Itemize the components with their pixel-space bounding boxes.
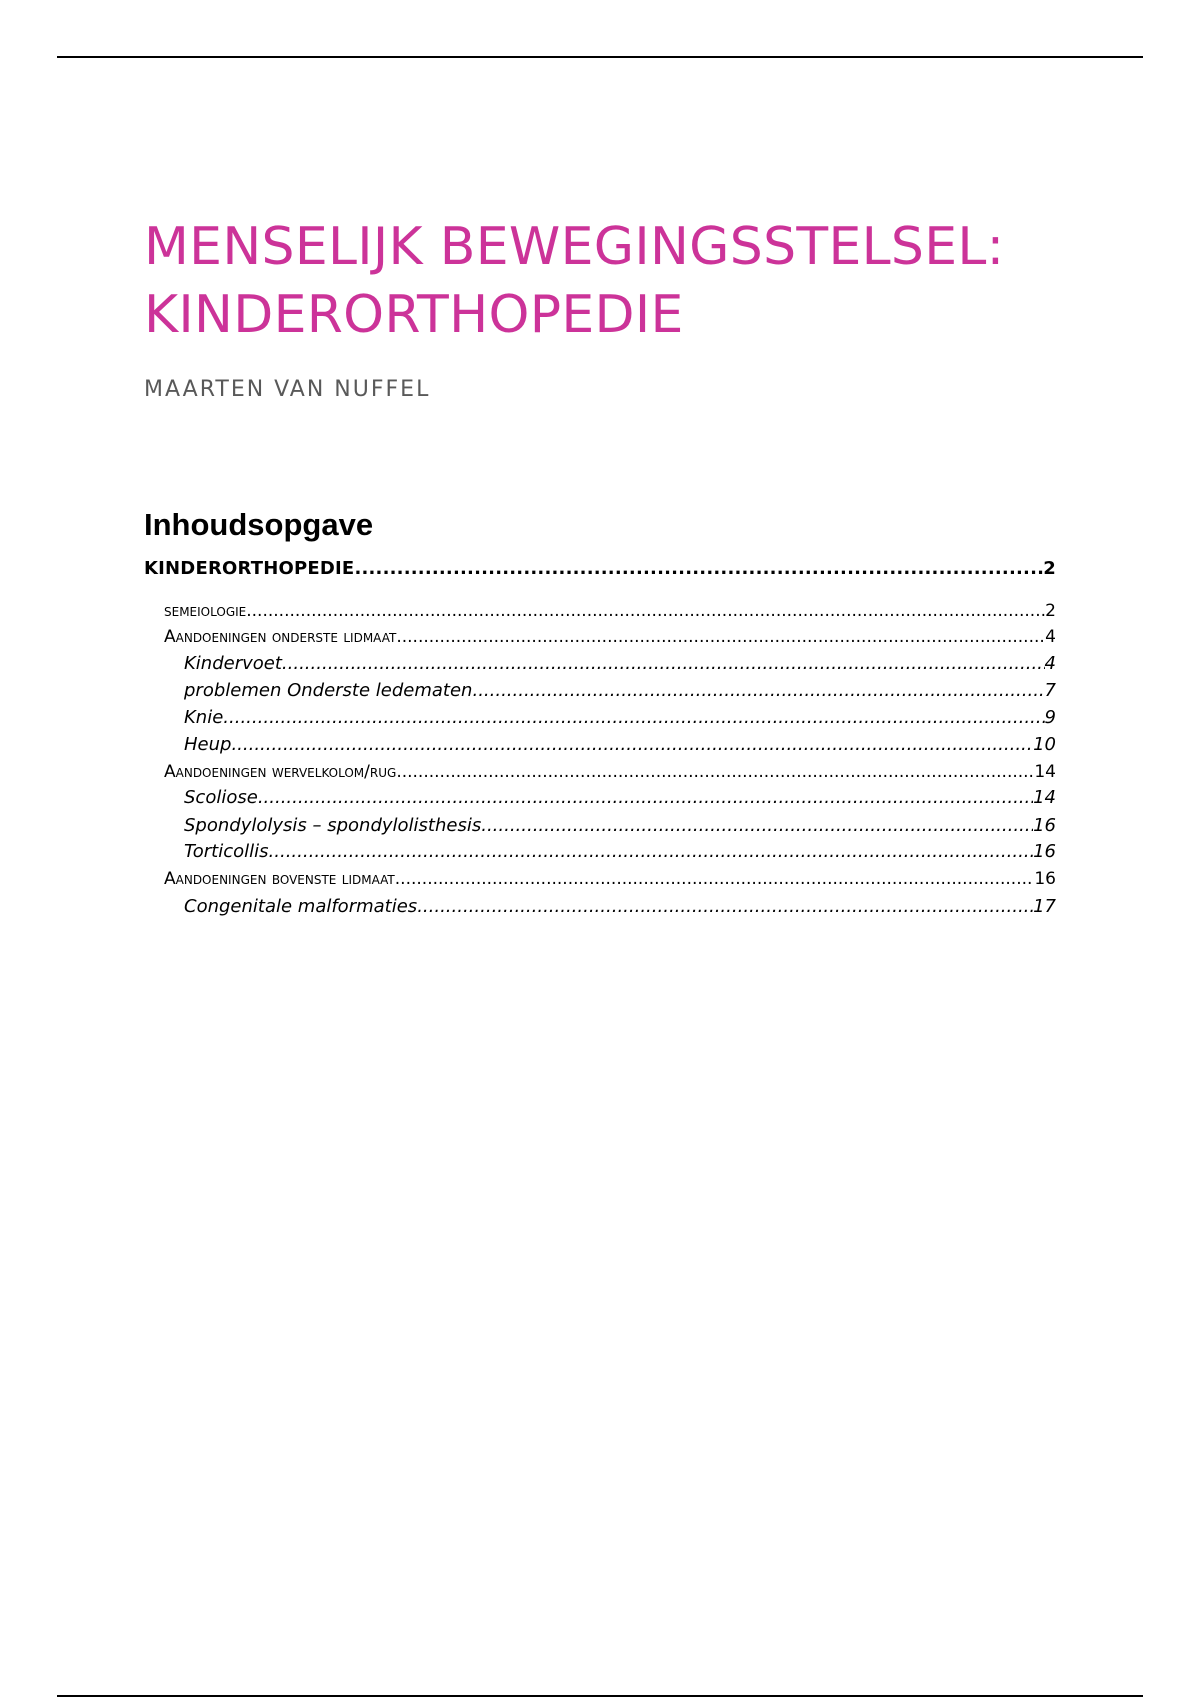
- toc-dot-leader: [246, 600, 1045, 622]
- toc-dot-leader: [282, 652, 1045, 676]
- toc-entry-kinderorthopedie[interactable]: [144, 557, 1056, 581]
- toc-dot-leader: [223, 706, 1044, 730]
- toc-entry-title: Torticollis: [184, 841, 269, 862]
- toc-entry-semeiologie[interactable]: [144, 600, 1056, 622]
- toc-dot-leader: [481, 814, 1033, 838]
- toc-entry-title: Heup: [184, 734, 232, 755]
- toc-dot-leader: [258, 786, 1033, 810]
- toc-entry-aandoeningen-onderste-lidmaat[interactable]: [144, 626, 1056, 648]
- toc-entry-title: Aandoeningen wervelkolom/rug: [164, 762, 397, 782]
- toc-entry-congenitale-malformaties[interactable]: [144, 895, 1056, 919]
- footer-rule: [57, 1695, 1143, 1697]
- toc-entry-page: 7: [1044, 680, 1056, 701]
- toc-heading: Inhoudsopgave: [144, 507, 374, 542]
- toc-dot-leader: [354, 557, 1043, 581]
- toc-entry-torticollis[interactable]: [144, 840, 1056, 864]
- document-title-line-2: KINDERORTHOPEDIE: [144, 285, 684, 345]
- toc-entry-page: 14: [1034, 762, 1056, 782]
- toc-entry-aandoeningen-bovenste-lidmaat[interactable]: [144, 868, 1056, 890]
- toc-entry-page: 16: [1034, 869, 1056, 889]
- toc-dot-leader: [396, 761, 1034, 783]
- toc-dot-leader: [231, 733, 1033, 757]
- toc-entry-page: 9: [1044, 707, 1056, 728]
- toc-entry-title: Aandoeningen bovenste lidmaat: [164, 869, 395, 889]
- toc-dot-leader: [472, 679, 1044, 703]
- toc-entry-aandoeningen-wervelkolom-rug[interactable]: [144, 761, 1056, 783]
- toc-entry-page: 4: [1045, 627, 1056, 647]
- toc-entry-title: Scoliose: [184, 787, 258, 808]
- document-author: MAARTEN VAN NUFFEL: [144, 377, 431, 402]
- toc-entry-title: Aandoeningen onderste lidmaat: [164, 627, 397, 647]
- toc-entry-scoliose[interactable]: [144, 786, 1056, 810]
- toc-entry-page: 16: [1033, 841, 1056, 862]
- toc-entry-title: Spondylolysis – spondylolisthesis: [184, 815, 482, 836]
- toc-entry-knie[interactable]: [144, 706, 1056, 730]
- toc-entry-problemen-onderste-ledematen[interactable]: [144, 679, 1056, 703]
- document-title: [144, 213, 1084, 349]
- toc-entry-page: 2: [1043, 558, 1056, 579]
- toc-dot-leader: [417, 895, 1033, 919]
- document-title-line-1: MENSELIJK BEWEGINGSSTELSEL:: [144, 217, 1005, 277]
- toc-entry-title: Kindervoet: [184, 653, 282, 674]
- toc-entry-page: 10: [1033, 734, 1056, 755]
- toc-entry-title: problemen Onderste ledematen: [184, 680, 473, 701]
- toc-entry-page: 16: [1033, 815, 1056, 836]
- toc-entry-title: Knie: [184, 707, 224, 728]
- toc-entry-spondylolysis[interactable]: [144, 814, 1056, 838]
- toc-dot-leader: [396, 626, 1045, 648]
- toc-dot-leader: [269, 840, 1034, 864]
- toc-entry-page: 4: [1044, 653, 1056, 674]
- toc-dot-leader: [395, 868, 1035, 890]
- toc-entry-title: Congenitale malformaties: [184, 896, 418, 917]
- toc-entry-title: KINDERORTHOPEDIE: [144, 558, 355, 579]
- toc-entry-page: 2: [1045, 601, 1056, 621]
- toc-entry-title: semeiologie: [164, 601, 247, 621]
- header-rule: [57, 56, 1143, 58]
- toc-entry-page: 14: [1033, 787, 1056, 808]
- toc-entry-heup[interactable]: [144, 733, 1056, 757]
- toc-entry-page: 17: [1033, 896, 1056, 917]
- toc-entry-kindervoet[interactable]: [144, 652, 1056, 676]
